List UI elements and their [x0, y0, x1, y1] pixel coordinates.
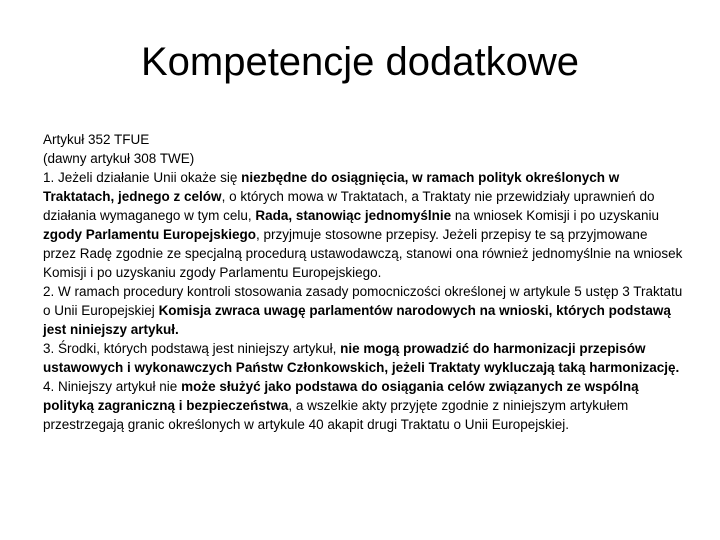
- p2-text-1: 2. W ramach procedury kontroli stosowania zasady pomocniczości określonej w artykule 5 ustęp 3 Traktatu o Unii Europejskiej: [43, 284, 683, 318]
- paragraph-4: [43, 377, 683, 434]
- paragraph-3: [43, 339, 683, 377]
- p1-bold-2: Rada, stanowiąc jednomyślnie: [255, 208, 452, 223]
- p4-text-2: , a wszelkie akty przyjęte zgodnie z niniejszym artykułem przestrzegają granic określonych w artykule 40 akapit drugi Traktatu o Unii Europejskiej.: [43, 398, 629, 432]
- p4-text-1: 4. Niniejszy artykuł nie: [43, 379, 182, 394]
- p3-text-1: 3. Środki, których podstawą jest niniejszy artykuł,: [43, 341, 341, 356]
- article-heading: [43, 130, 683, 168]
- paragraph-2: [43, 282, 683, 339]
- p1-text-2: , o których mowa w Traktatach, a Traktaty nie przewidziały uprawnień do działania wymaganego w tym celu,: [43, 189, 655, 223]
- p4-bold-1: może służyć jako podstawa do osiągania celów związanych ze wspólną polityką zagraniczną i bezpieczeństwa: [43, 379, 639, 413]
- p1-bold-1: niezbędne do osiągnięcia, w ramach polityk określonych w Traktatach, jednego z celów: [43, 170, 620, 204]
- p1-text-4: , przyjmuje stosowne przepisy. Jeżeli przepisy te są przyjmowane przez Radę zgodnie ze specjalną procedurą ustawodawczą, stanowi ona również jednomyślnie na wniosek Komisji i po uzyskaniu zgody Parlamentu Europejskiego.: [43, 227, 683, 280]
- p2-bold-1: Komisja zwraca uwagę parlamentów narodowych na wnioski, których podstawą jest niniejszy artykuł.: [43, 303, 671, 337]
- p1-bold-3: zgody Parlamentu Europejskiego: [43, 227, 257, 242]
- article-number: Artykuł 352 TFUE: [43, 132, 150, 147]
- p3-bold-1: nie mogą prowadzić do harmonizacji przepisów ustawowych i wykonawczych Państw Członkowskich, jeżeli Traktaty wykluczają taką harmonizację.: [43, 341, 680, 375]
- p1-text-3: na wniosek Komisji i po uzyskaniu: [451, 208, 660, 223]
- slide-title: Kompetencje dodatkowe: [140, 40, 580, 84]
- article-body: [43, 130, 683, 434]
- p1-text-1: 1. Jeżeli działanie Unii okaże się: [43, 170, 242, 185]
- article-former-number: (dawny artykuł 308 TWE): [43, 151, 195, 166]
- paragraph-1: [43, 168, 683, 282]
